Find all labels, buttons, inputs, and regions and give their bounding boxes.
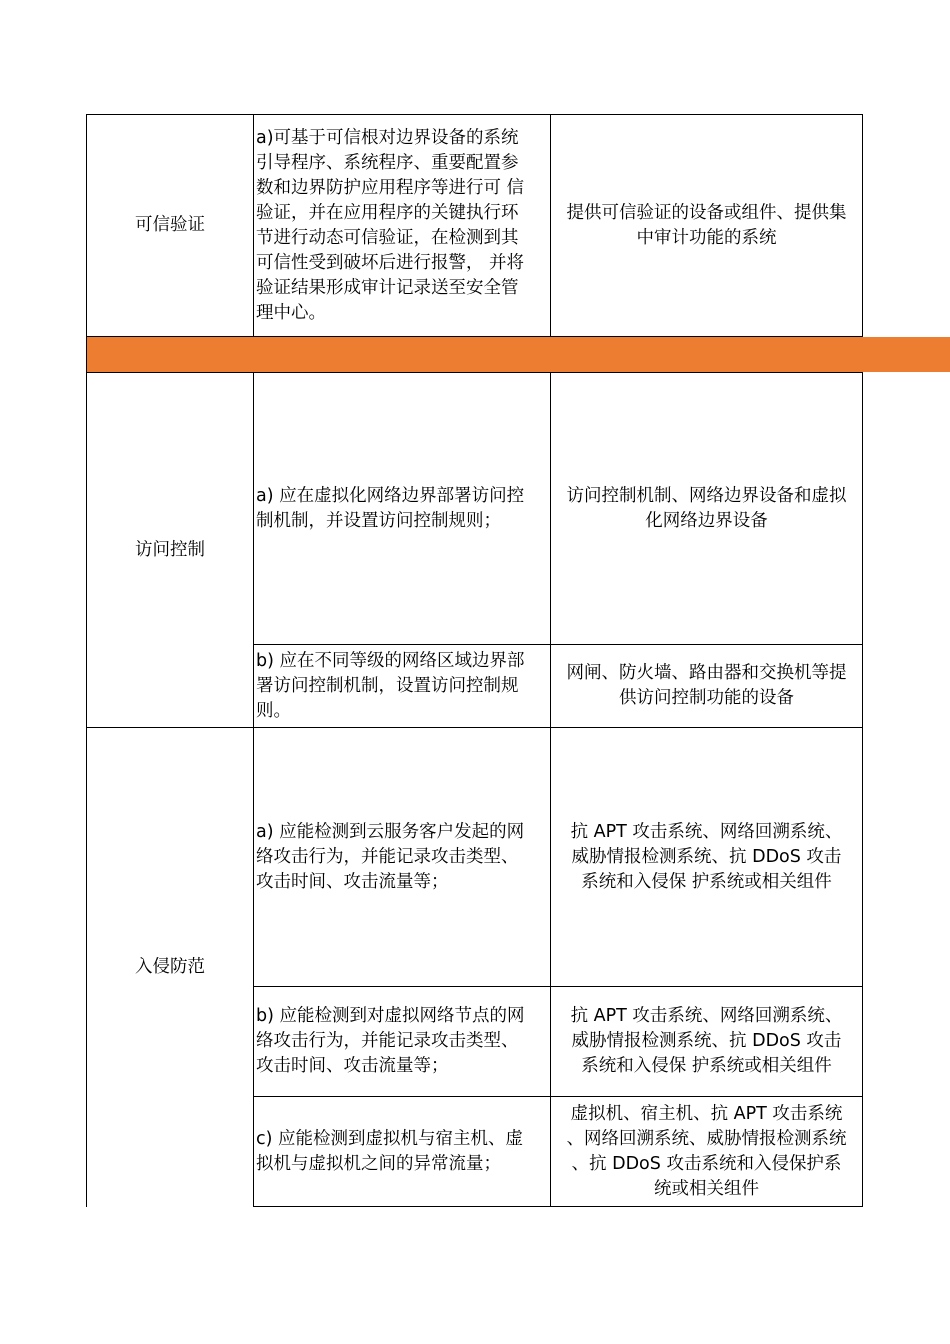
implementation-text: 虚拟机、宿主机、抗 APT 攻击系统 、网络回溯系统、威胁情报检测系统 、抗 DDoS 攻击系统和入侵保护系 统或相关组件 — [566, 1103, 847, 1199]
table-border-left — [86, 114, 87, 1207]
requirement-text: c) 应能检测到虚拟机与宿主机、虚 拟机与虚拟机之间的异常流量； — [256, 1128, 524, 1174]
requirement-cell — [254, 115, 550, 336]
implementation-cell — [551, 987, 862, 1096]
requirement-cell — [254, 645, 550, 727]
implementation-text: 抗 APT 攻击系统、网络回溯系统、 威胁情报检测系统、抗 DDoS 攻击 系统和入侵保 护系统或相关组件 — [570, 821, 843, 892]
requirement-text: b) 应在不同等级的网络区域边界部 署访问控制机制，设置访问控制规 则。 — [256, 650, 525, 721]
row-divider — [86, 372, 863, 373]
row-divider — [86, 336, 863, 337]
row-divider — [86, 727, 863, 728]
category-label: 可信验证 — [135, 215, 205, 235]
requirement-cell — [254, 1097, 550, 1206]
column-divider — [550, 372, 551, 1207]
requirement-cell — [254, 728, 550, 986]
implementation-text: 抗 APT 攻击系统、网络回溯系统、 威胁情报检测系统、抗 DDoS 攻击 系统和入侵保 护系统或相关组件 — [570, 1006, 843, 1076]
implementation-cell — [551, 645, 862, 727]
table-border-right — [862, 372, 863, 1207]
table-border-top — [86, 114, 863, 115]
row-divider — [253, 986, 863, 987]
requirement-cell — [254, 987, 550, 1096]
implementation-text: 提供可信验证的设备或组件、提供集 中审计功能的系统 — [566, 202, 847, 248]
column-divider — [253, 114, 254, 337]
requirement-text: a) 应在虚拟化网络边界部署访问控 制机制，并设置访问控制规则； — [256, 485, 525, 531]
implementation-cell — [551, 1097, 862, 1206]
table-border-right — [862, 114, 863, 337]
category-cell — [87, 728, 253, 1206]
category-cell — [87, 115, 253, 336]
column-divider — [253, 372, 254, 1207]
requirement-text: b) 应能检测到对虚拟网络节点的网 络攻击行为，并能记录攻击类型、 攻击时间、攻击流量等； — [256, 1006, 525, 1076]
row-divider — [253, 1206, 863, 1207]
section-divider-bar — [87, 337, 950, 372]
category-cell — [87, 373, 253, 727]
column-divider — [550, 114, 551, 337]
requirement-text: a)可基于可信根对边界设备的系统 引导程序、系统程序、重要配置参 数和边界防护应用程序等进行可 信 验证，并在应用程序的关键执行环 节进行动态可信验证，在检测到其 可信性受到破坏后进行报警， 并将 验证结果形成审计记录送至安全管 理中心。 — [256, 127, 525, 323]
row-divider — [253, 644, 863, 645]
requirement-cell — [254, 373, 550, 644]
category-label: 入侵防范 — [135, 956, 205, 977]
implementation-cell — [551, 115, 862, 336]
category-label: 访问控制 — [135, 539, 205, 560]
requirement-text: a) 应能检测到云服务客户发起的网 络攻击行为，并能记录攻击类型、 攻击时间、攻击流量等； — [256, 821, 525, 892]
implementation-cell — [551, 728, 862, 986]
implementation-cell — [551, 373, 862, 644]
row-divider — [253, 1096, 863, 1097]
implementation-text: 网闸、防火墙、路由器和交换机等提 供访问控制功能的设备 — [566, 663, 847, 708]
implementation-text: 访问控制机制、网络边界设备和虚拟 化网络边界设备 — [566, 485, 847, 531]
